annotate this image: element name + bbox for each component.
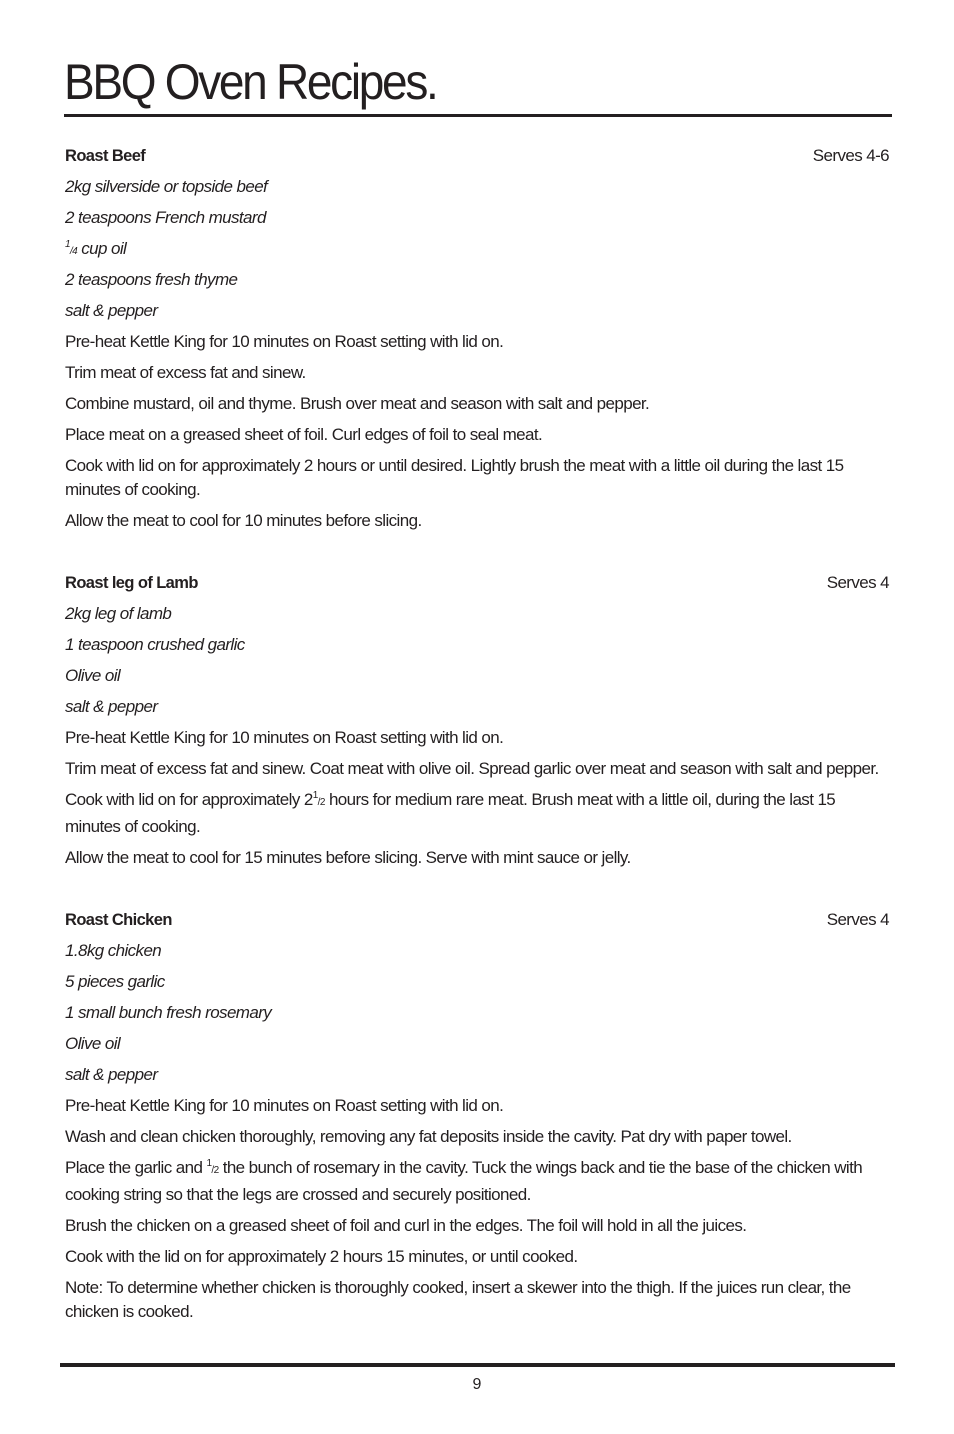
method-step: Allow the meat to cool for 15 minutes before slicing. Serve with mint sauce or jelly.	[65, 848, 631, 867]
method-step: Note: To determine whether chicken is thoroughly cooked, insert a skewer into the thigh. If the juices run clear, the chicken is cooked.	[65, 1278, 851, 1321]
fraction-numerator: 1	[312, 790, 318, 801]
fraction-numerator: 1	[65, 239, 70, 250]
page-number: 9	[472, 1376, 482, 1393]
ingredient-item: 2kg silverside or topside beef	[65, 177, 268, 196]
fraction: $^1$/2	[312, 790, 325, 808]
recipe-serves: Serves 4	[826, 573, 889, 592]
ingredient-item: 1.8kg chicken	[65, 941, 162, 960]
page-title: BBQ Oven Recipes.	[64, 54, 437, 110]
fraction-numerator: 1	[206, 1158, 212, 1169]
recipe-title: Roast Beef	[65, 147, 146, 165]
ingredient-item: Olive oil	[65, 666, 121, 685]
ingredient-text: cup oil	[77, 239, 127, 258]
title-divider	[64, 114, 892, 117]
fraction-denominator: 2	[213, 1165, 219, 1176]
ingredient-item: 2 teaspoons fresh thyme	[65, 270, 238, 289]
ingredient-item: salt & pepper	[65, 301, 158, 320]
recipe-title: Roast Chicken	[65, 911, 172, 929]
method-step	[65, 788, 889, 839]
recipe-serves: Serves 4-6	[812, 146, 889, 165]
recipe-roast-leg-of-lamb	[65, 571, 889, 870]
step-text: Place the garlic and	[65, 1158, 207, 1177]
recipe-serves: Serves 4	[826, 910, 889, 929]
method-step: Combine mustard, oil and thyme. Brush over meat and season with salt and pepper.	[65, 394, 650, 413]
ingredient-item: Olive oil	[65, 1034, 121, 1053]
ingredient-item: 1 small bunch fresh rosemary	[65, 1003, 272, 1022]
method-step: Trim meat of excess fat and sinew.	[65, 363, 306, 382]
recipes-list	[65, 144, 889, 1362]
step-text: the bunch of rosemary in the cavity. Tuck the wings back and tie the base of the chicken with cooking string so that the legs are crossed and securely positioned.	[65, 1158, 863, 1204]
method-step: Brush the chicken on a greased sheet of foil and curl in the edges. The foil will hold in all the juices.	[65, 1216, 747, 1235]
method-step	[65, 1156, 889, 1207]
recipe-header	[65, 908, 889, 932]
fraction-denominator: 4	[72, 246, 78, 257]
recipe-header	[65, 144, 889, 168]
step-text: Cook with lid on for approximately 2	[65, 790, 313, 809]
method-step: Cook with the lid on for approximately 2 hours 15 minutes, or until cooked.	[65, 1247, 578, 1266]
ingredient-item: salt & pepper	[65, 1065, 158, 1084]
method-step: Wash and clean chicken thoroughly, removing any fat deposits inside the cavity. Pat dry with paper towel.	[65, 1127, 792, 1146]
footer-divider	[60, 1363, 895, 1367]
method-step: Pre-heat Kettle King for 10 minutes on Roast setting with lid on.	[65, 728, 504, 747]
recipe-roast-chicken	[65, 908, 889, 1324]
method-step: Pre-heat Kettle King for 10 minutes on Roast setting with lid on.	[65, 332, 504, 351]
ingredient-item: 5 pieces garlic	[65, 972, 165, 991]
recipe-roast-beef	[65, 144, 889, 533]
ingredient-item: salt & pepper	[65, 697, 158, 716]
step-text: hours for medium rare meat. Brush meat with a little oil, during the last 15 minutes of cooking.	[65, 790, 836, 836]
fraction: $^1$/2	[206, 1158, 219, 1176]
method-step: Place meat on a greased sheet of foil. Curl edges of foil to seal meat.	[65, 425, 543, 444]
fraction: $^1$/4	[65, 239, 78, 257]
method-step: Allow the meat to cool for 10 minutes before slicing.	[65, 511, 422, 530]
ingredient-item: 2kg leg of lamb	[65, 604, 172, 623]
ingredient-item	[65, 237, 889, 261]
recipe-title: Roast leg of Lamb	[65, 574, 198, 592]
method-step: Pre-heat Kettle King for 10 minutes on Roast setting with lid on.	[65, 1096, 504, 1115]
ingredient-item: 2 teaspoons French mustard	[65, 208, 266, 227]
method-step: Trim meat of excess fat and sinew. Coat meat with olive oil. Spread garlic over meat and season with salt and pepper.	[65, 759, 879, 778]
ingredient-item: 1 teaspoon crushed garlic	[65, 635, 245, 654]
recipe-header	[65, 571, 889, 595]
method-step: Cook with lid on for approximately 2 hours or until desired. Lightly brush the meat with a little oil during the last 15 minutes of cooking.	[65, 456, 844, 499]
fraction-denominator: 2	[319, 797, 325, 808]
